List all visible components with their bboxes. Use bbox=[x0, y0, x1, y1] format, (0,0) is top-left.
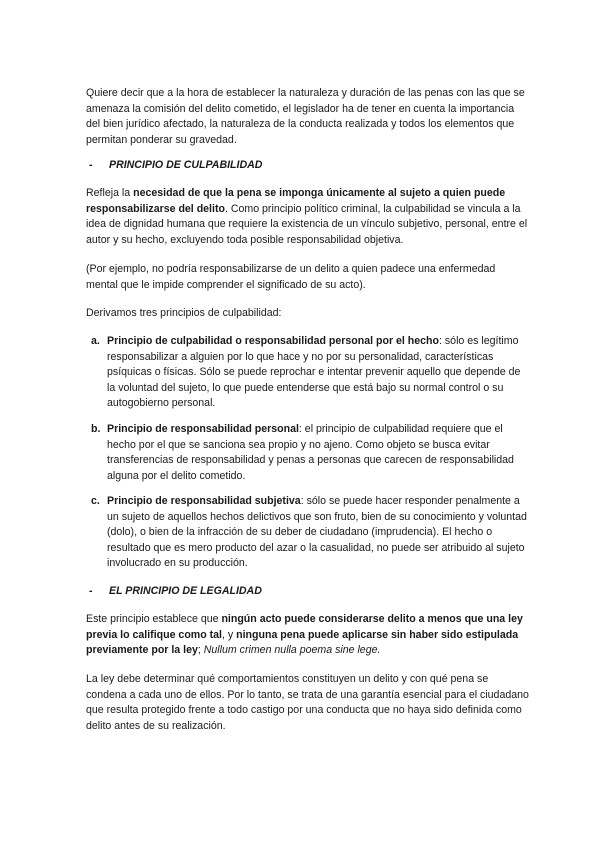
paragraph-culpabilidad-definicion bbox=[86, 186, 530, 248]
list-item-c bbox=[91, 494, 531, 572]
text-run: , y bbox=[222, 628, 237, 641]
list-item-title: Principio de culpabilidad o responsabilidad personal por el hecho bbox=[107, 335, 439, 347]
paragraph-ejemplo: (Por ejemplo, no podría responsabilizarse de un delito a quien padece una enfermedad mental que le impide comprender el significado de su acto). bbox=[86, 263, 496, 291]
list-item-title: Principio de responsabilidad personal bbox=[107, 423, 299, 435]
heading-principio-culpabilidad bbox=[89, 158, 262, 174]
list-item-text: : sólo se puede hacer responder penalmente a un sujeto de aquellos hechos delictivos que son fruto, bien de su conocimiento y voluntad (dolo), o bien de la infracción de su deber de ciudadano (imprudencia). El hecho o resultado que es mero producto del azar o la casualidad, no puede ser atribuido al sujeto involucrado en su producción. bbox=[107, 495, 527, 570]
paragraph-derivamos: Derivamos tres principios de culpabilidad: bbox=[86, 307, 282, 319]
list-item-text: : sólo es legítimo responsabilizar a alguien por lo que hace y no por su personalidad, características psíquicas o físicas. Sólo se puede reprochar e intentar prevenir aquello que depende de la voluntad del sujeto, lo que puede entenderse que está bajo su normal control o su autogobierno personal. bbox=[107, 335, 521, 410]
text-run: Este principio establece que bbox=[86, 613, 222, 625]
heading-text: EL PRINCIPIO DE LEGALIDAD bbox=[109, 585, 262, 597]
bold-run: ningún acto puede considerarse delito a menos que una ley previa lo califique como tal bbox=[86, 613, 523, 641]
heading-dash: - bbox=[89, 585, 93, 597]
heading-principio-legalidad bbox=[89, 584, 262, 600]
list-item-text: : el principio de culpabilidad requiere que el hecho por el que se sanciona sea propio y no ajeno. Como objeto se busca evitar transferencias de responsabilidad y penas a personas que carecen de responsabilidad alguna por el delito cometido. bbox=[107, 423, 514, 482]
list-marker: b. bbox=[91, 423, 101, 435]
paragraph-garantia: La ley debe determinar qué comportamientos constituyen un delito y con qué pena se condena a cada uno de ellos. Por lo tanto, se trata de una garantía esencial para el ciudadano que resulta protegido frente a todo castigo por una conducta que no haya sido definida como delito antes de su realización. bbox=[86, 673, 529, 732]
bold-run: necesidad de que la pena se imponga únicamente al sujeto a quien puede responsabilizarse del delito bbox=[86, 187, 506, 215]
italic-latin-maxim: Nullum crimen nulla poema sine lege. bbox=[203, 644, 381, 657]
paragraph-gravedad: Quiere decir que a la hora de establecer la naturaleza y duración de las penas con las que se amenaza la comisión del delito cometido, el legislador ha de tener en cuenta la importancia del bien jurídico afectado, la naturaleza de la conducta realizada y todos los elementos que permitan ponderar su gravedad. bbox=[86, 87, 525, 146]
list-item-a bbox=[91, 334, 531, 412]
paragraph-legalidad-definicion bbox=[86, 612, 530, 659]
list-item-b bbox=[91, 422, 531, 484]
text-run: Refleja la bbox=[86, 187, 134, 199]
heading-text: PRINCIPIO DE CULPABILIDAD bbox=[109, 159, 263, 171]
list-item-title: Principio de responsabilidad subjetiva bbox=[107, 495, 301, 507]
text-run: . Como principio político criminal, la culpabilidad se vincula a la idea de dignidad humana que requiere la existencia de un vínculo subjetivo, personal, entre el autor y su hecho, excluyendo toda posible responsabilidad objetiva. bbox=[86, 202, 528, 246]
list-marker: a. bbox=[91, 335, 100, 347]
list-marker: c. bbox=[91, 495, 100, 507]
text-run: ; bbox=[197, 644, 204, 657]
bold-run: ninguna pena puede aplicarse sin haber sido estipulada previamente por la ley bbox=[86, 628, 519, 657]
heading-dash: - bbox=[89, 159, 93, 171]
